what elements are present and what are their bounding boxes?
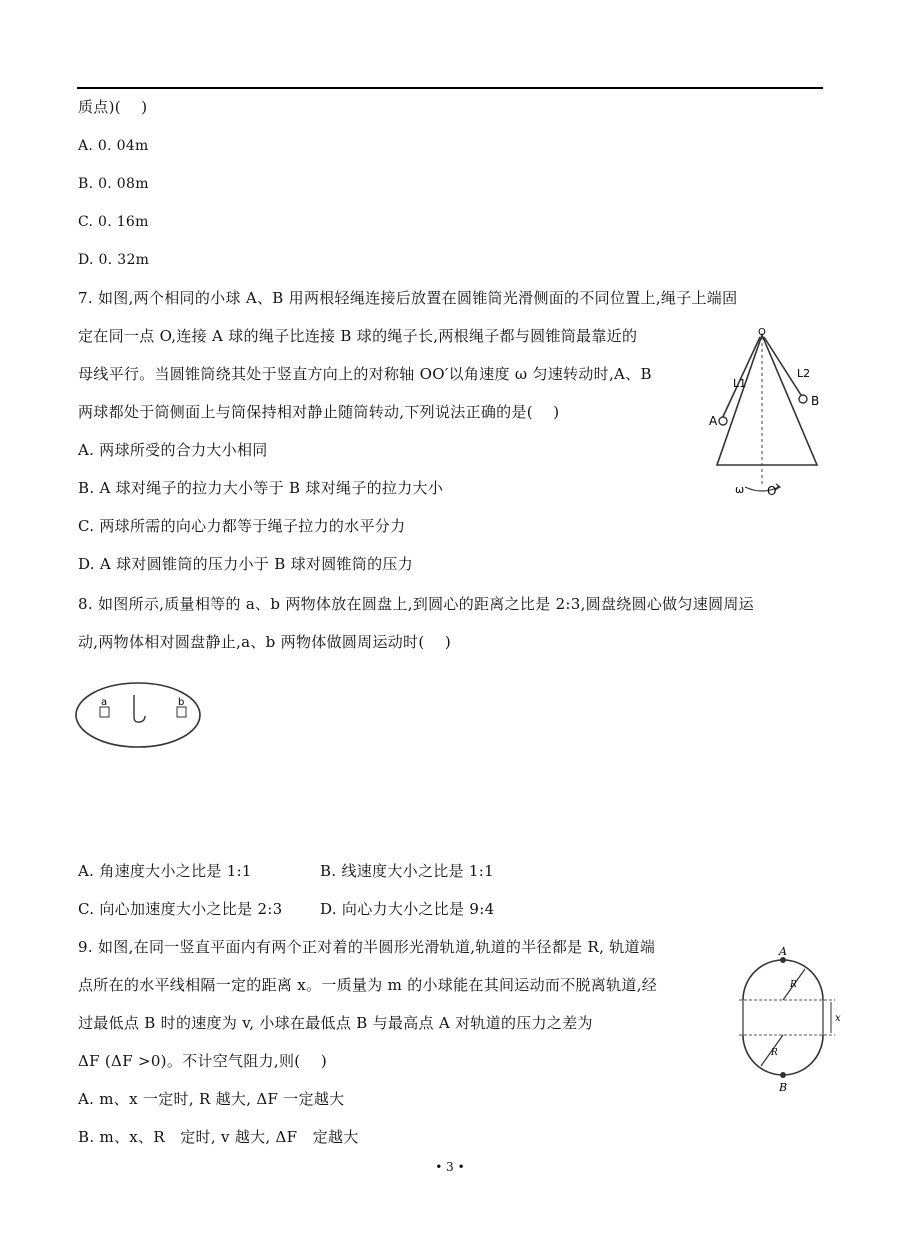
- q7-cone-figure: [705, 325, 830, 500]
- q7-line-4: 两球都处于筒侧面上与筒保持相对静止随筒转动,下列说法正确的是( ): [78, 403, 560, 421]
- q7-label-l1: L1: [733, 377, 747, 390]
- page-number: • 3 •: [435, 1160, 465, 1174]
- q9-line-1: 9. 如图,在同一竖直平面内有两个正对着的半圆形光滑轨道,轨道的半径都是 R, 轨道端: [78, 938, 656, 956]
- q7-line-2: 定在同一点 O,连接 A 球的绳子比连接 B 球的绳子长,两根绳子都与圆锥筒最靠近的: [78, 327, 638, 345]
- q8-option-d: D. 向心力大小之比是 9:4: [320, 900, 495, 918]
- q9-label-r2: R: [771, 1048, 778, 1058]
- q8-option-a: A. 角速度大小之比是 1:1: [78, 862, 252, 880]
- header-rule: [77, 87, 823, 89]
- q7-label-o: O: [758, 327, 766, 338]
- q8-line-1: 8. 如图所示,质量相等的 a、b 两物体放在圆盘上,到圆心的距离之比是 2:3,圆盘绕圆心做匀速圆周运: [78, 595, 754, 613]
- q6-option-b: B. 0. 08m: [78, 176, 149, 192]
- q7-line-3: 母线平行。当圆锥筒绕其处于竖直方向上的对称轴 OO′以角速度 ω 匀速转动时,A、B: [78, 365, 652, 383]
- q7-line-1: 7. 如图,两个相同的小球 A、B 用两根轻绳连接后放置在圆锥筒光滑侧面的不同位置上,绳子上端固: [78, 289, 738, 307]
- q9-label-r1: R: [790, 980, 797, 990]
- q7-label-b: B: [811, 394, 820, 408]
- q9-option-a: A. m、x 一定时, R 越大, ΔF 一定越大: [78, 1090, 345, 1108]
- q7-label-o-prime: O′: [767, 484, 780, 498]
- q9-line-2: 点所在的水平线相隔一定的距离 x。一质量为 m 的小球能在其间运动而不脱离轨道,经: [78, 976, 658, 994]
- q7-option-d: D. A 球对圆锥筒的压力小于 B 球对圆锥筒的压力: [78, 555, 413, 573]
- q7-option-a: A. 两球所受的合力大小相同: [78, 441, 268, 459]
- q7-option-c: C. 两球所需的向心力都等于绳子拉力的水平分力: [78, 517, 406, 535]
- q6-option-d: D. 0. 32m: [78, 252, 150, 268]
- q9-line-3: 过最低点 B 时的速度为 v, 小球在最低点 B 与最高点 A 对轨道的压力之差为: [78, 1014, 593, 1032]
- q9-line-4: ΔF (ΔF >0)。不计空气阻力,则( ): [78, 1052, 327, 1070]
- q6-option-c: C. 0. 16m: [78, 214, 149, 230]
- q9-track-figure: [735, 945, 855, 1100]
- q7-option-b: B. A 球对绳子的拉力大小等于 B 球对绳子的拉力大小: [78, 479, 444, 497]
- q7-label-l2: L2: [797, 367, 811, 380]
- q8-label-b: b: [178, 697, 185, 708]
- q6-option-a: A. 0. 04m: [78, 138, 149, 154]
- q8-disc-figure: [70, 675, 210, 770]
- q9-label-b: B: [779, 1081, 788, 1094]
- q6-tail: 质点)( ): [78, 98, 148, 116]
- q8-line-2: 动,两物体相对圆盘静止,a、b 两物体做圆周运动时( ): [78, 633, 452, 651]
- q9-label-a: A: [779, 945, 787, 958]
- q7-label-omega: ω: [735, 483, 745, 496]
- q8-option-b: B. 线速度大小之比是 1:1: [320, 862, 494, 880]
- q8-label-a: a: [101, 697, 108, 708]
- q9-option-b: B. m、x、R 定时, v 越大, ΔF 定越大: [78, 1128, 359, 1146]
- q9-label-x: x: [835, 1013, 841, 1024]
- q8-option-c: C. 向心加速度大小之比是 2:3: [78, 900, 283, 918]
- q7-label-a: A: [709, 414, 718, 428]
